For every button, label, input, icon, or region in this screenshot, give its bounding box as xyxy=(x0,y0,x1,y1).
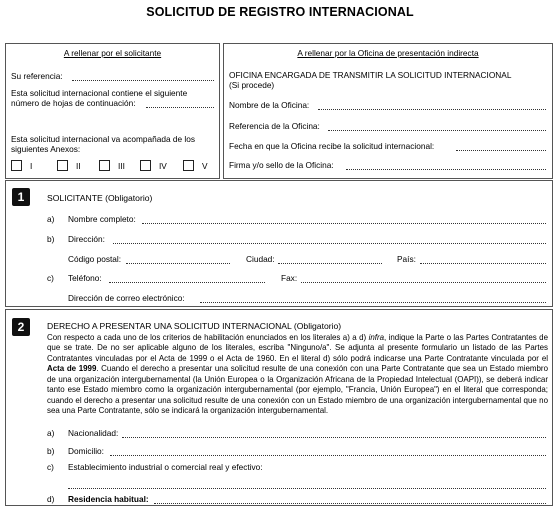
s2-a-letter: a) xyxy=(47,428,55,438)
country-label: País: xyxy=(397,254,416,264)
sheets-count-field[interactable] xyxy=(146,99,214,108)
domicile-label: Domicilio: xyxy=(68,446,104,456)
full-name-field[interactable] xyxy=(142,215,546,224)
residence-label: Residencia habitual: xyxy=(68,494,149,504)
form-title: SOLICITUD DE REGISTRO INTERNACIONAL xyxy=(146,5,414,19)
section-1-number: 1 xyxy=(12,188,30,206)
office-heading-line2: (Si procede) xyxy=(229,80,275,90)
fax-field[interactable] xyxy=(301,274,546,283)
s2-b-letter: b) xyxy=(47,446,55,456)
s1-a-letter: a) xyxy=(47,214,55,224)
country-field[interactable] xyxy=(420,255,546,264)
office-signature-field[interactable] xyxy=(346,161,546,170)
annex-iii-label: III xyxy=(118,161,125,171)
phone-field[interactable] xyxy=(109,274,265,283)
office-box xyxy=(223,43,553,179)
office-signature-label: Firma y/o sello de la Oficina: xyxy=(229,160,334,170)
para-part-2: , indique la Parte o las Partes Contratantes de que se trate. De no ser aplicable alguno de los literales, escriba "Ninguno/a". Se adjunta al presente formulario un listado de las Partes Contratantes vinculadas por el Acta de 1999 o el Acta de 1960. En el literal d) sólo podrá indicarse una Parte Contratante vinculada por el xyxy=(47,333,548,363)
s2-c-letter: c) xyxy=(47,462,54,472)
fax-label: Fax: xyxy=(281,273,298,283)
section-2-instructions xyxy=(47,333,548,417)
annex-iv-checkbox[interactable] xyxy=(140,160,151,171)
s1-b-letter: b) xyxy=(47,234,55,244)
address-label: Dirección: xyxy=(68,234,105,244)
city-field[interactable] xyxy=(278,255,382,264)
section-2-title: DERECHO A PRESENTAR UNA SOLICITUD INTERNACIONAL (Obligatorio) xyxy=(47,321,342,331)
section-1-title: SOLICITANTE (Obligatorio) xyxy=(47,193,153,203)
para-part-1: Con respecto a cada uno de los criterios de habilitación enunciados en los literales a) a d) xyxy=(47,333,369,342)
annex-ii-checkbox[interactable] xyxy=(57,160,68,171)
para-infra: infra xyxy=(368,333,385,342)
nationality-field[interactable] xyxy=(122,429,546,438)
annex-i-checkbox[interactable] xyxy=(11,160,22,171)
phone-label: Teléfono: xyxy=(68,273,102,283)
office-reference-label: Referencia de la Oficina: xyxy=(229,121,320,131)
full-name-label: Nombre completo: xyxy=(68,214,136,224)
annex-ii-label: II xyxy=(76,161,81,171)
nationality-label: Nacionalidad: xyxy=(68,428,119,438)
para-bold-act: Acta de 1999 xyxy=(47,364,97,374)
address-field[interactable] xyxy=(113,235,546,244)
office-reference-field[interactable] xyxy=(328,122,546,131)
domicile-field[interactable] xyxy=(110,447,546,456)
office-heading-line1: OFICINA ENCARGADA DE TRANSMITIR LA SOLICITUD INTERNACIONAL xyxy=(229,70,512,80)
residence-field[interactable] xyxy=(154,495,546,504)
establishment-field[interactable] xyxy=(68,480,546,489)
office-date-field[interactable] xyxy=(456,142,546,151)
sheets-label-line2: número de hojas de continuación: xyxy=(11,98,136,108)
annexes-label-line2: siguientes Anexos: xyxy=(11,144,81,154)
office-name-field[interactable] xyxy=(318,101,546,110)
annex-i-label: I xyxy=(30,161,33,171)
sheets-label-line1: Esta solicitud internacional contiene el siguiente xyxy=(11,88,188,98)
office-name-label: Nombre de la Oficina: xyxy=(229,100,310,110)
annexes-label-line1: Esta solicitud internacional va acompañada de los xyxy=(11,134,196,144)
section-2-number: 2 xyxy=(12,318,30,336)
reference-label: Su referencia: xyxy=(11,71,63,81)
email-field[interactable] xyxy=(200,294,546,303)
applicant-box-heading: A rellenar por el solicitante xyxy=(63,48,162,58)
annex-iii-checkbox[interactable] xyxy=(99,160,110,171)
annex-v-checkbox[interactable] xyxy=(183,160,194,171)
reference-field[interactable] xyxy=(72,72,214,81)
annex-v-label: V xyxy=(202,161,208,171)
city-label: Ciudad: xyxy=(246,254,275,264)
office-box-heading: A rellenar por la Oficina de presentación indirecta xyxy=(297,48,479,58)
applicant-box xyxy=(5,43,220,179)
annex-iv-label: IV xyxy=(159,161,167,171)
s1-c-letter: c) xyxy=(47,273,54,283)
postal-code-field[interactable] xyxy=(126,255,230,264)
email-label: Dirección de correo electrónico: xyxy=(68,293,185,303)
para-part-3: . Cuando el derecho a presentar una solicitud resulte de una conexión con una Parte Contratante que sea un Estado miembro de una organización intergubernamental (la Unión Europea o la Organización Africana de la Propiedad Intelectual (OAPI)), se deberá indicar tanto ese Estado miembro como la organización intergubernamental (por ejemplo, "Francia, Unión Europea") en el literal que corresponda; cuando el derecho a presentar una solicitud resulte de una conexión con un Estado miembro de una organización intergubernamental que no sea una Parte Contratante, sólo se indicará la organización intergubernamental. xyxy=(47,364,548,416)
s2-d-letter: d) xyxy=(47,494,55,504)
postal-code-label: Código postal: xyxy=(68,254,122,264)
office-date-label: Fecha en que la Oficina recibe la solicitud internacional: xyxy=(229,141,435,151)
establishment-label: Establecimiento industrial o comercial real y efectivo: xyxy=(68,462,263,472)
